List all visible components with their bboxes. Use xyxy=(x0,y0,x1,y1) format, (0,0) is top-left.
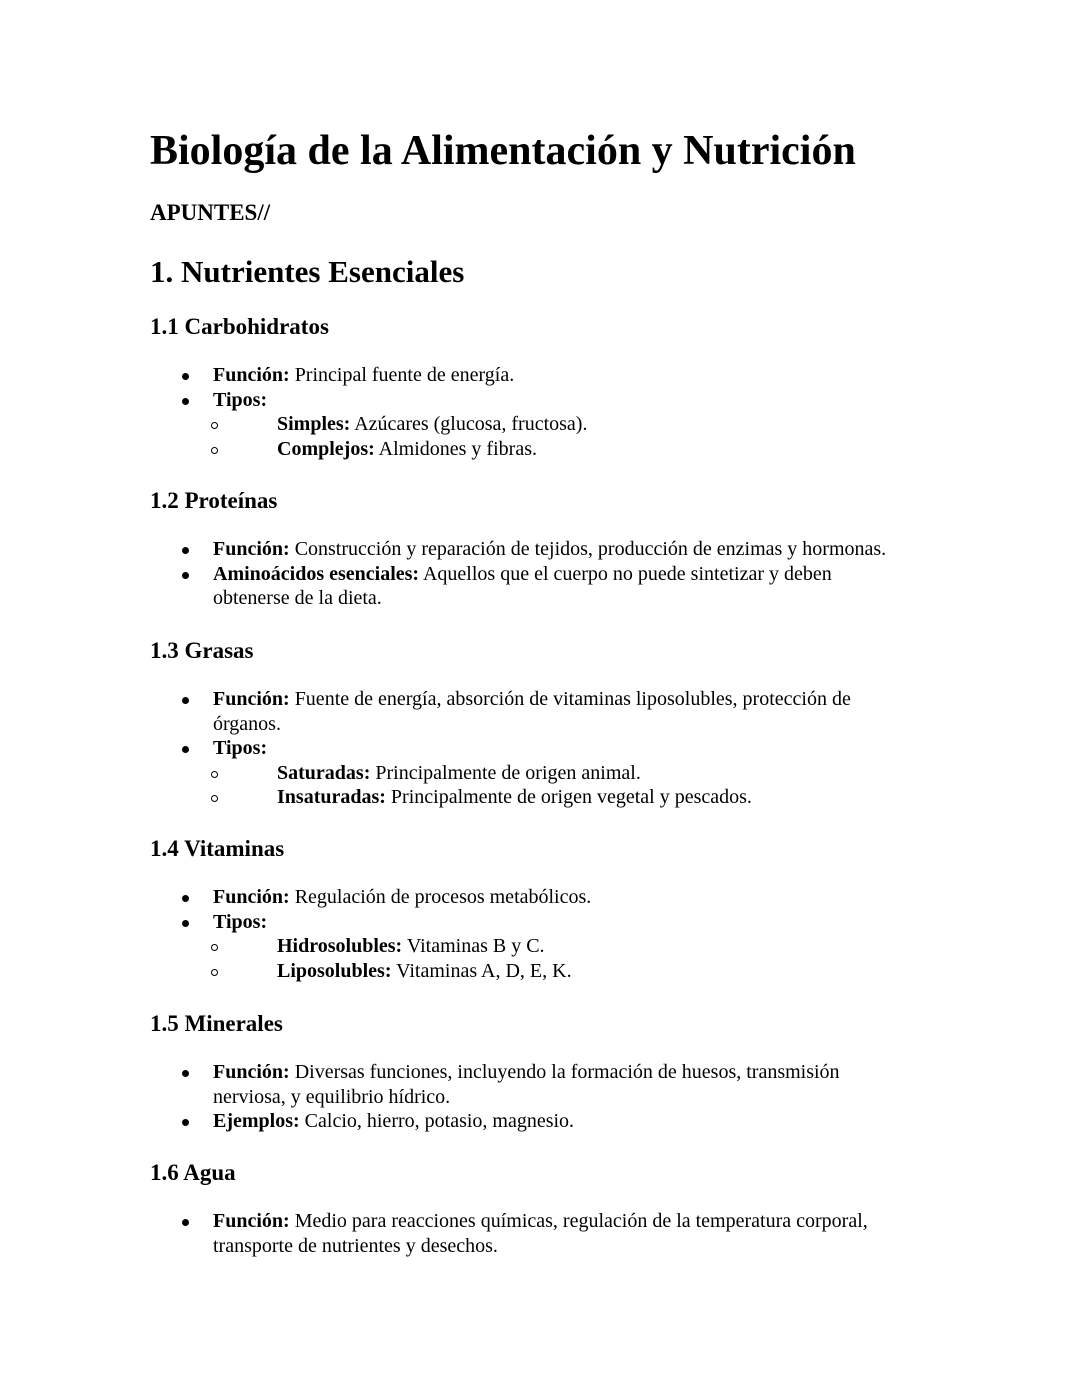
subsection-heading: 1.4 Vitaminas xyxy=(150,836,285,861)
item-label: Simples: xyxy=(277,413,351,435)
list-item xyxy=(150,1209,913,1258)
bullet-list xyxy=(150,537,950,611)
item-label: Función: xyxy=(213,1061,290,1083)
item-text: Azúcares (glucosa, fructosa). xyxy=(350,413,588,435)
item-text: Principalmente de origen vegetal y pescados. xyxy=(385,786,752,808)
sub-list xyxy=(213,412,933,461)
subsection-grasas xyxy=(150,637,950,810)
subsection-vitaminas xyxy=(150,835,950,983)
item-text: Vitaminas A, D, E, K. xyxy=(391,959,572,982)
item-label: Tipos: xyxy=(213,910,268,933)
subsection-heading: 1.5 Minerales xyxy=(150,1011,283,1036)
sub-list-item xyxy=(213,934,933,959)
bullet-list xyxy=(150,1209,950,1258)
item-label: Insaturadas: xyxy=(277,786,386,808)
item-label: Hidrosolubles: xyxy=(277,935,403,957)
item-text: Principal fuente de energía. xyxy=(289,364,515,386)
item-label: Tipos: xyxy=(213,388,268,411)
item-label: Función: xyxy=(213,886,290,908)
list-item xyxy=(150,537,953,562)
item-text: Construcción y reparación de tejidos, producción de enzimas y hormonas. xyxy=(289,538,887,560)
item-label: Complejos: xyxy=(277,437,375,460)
item-text: Aquellos que el cuerpo no puede sintetizar y deben obtenerse de la dieta. xyxy=(213,562,832,609)
list-item xyxy=(150,562,883,611)
item-label: Ejemplos: xyxy=(213,1110,300,1132)
item-label: Saturadas: xyxy=(277,761,371,784)
item-text: Calcio, hierro, potasio, magnesio. xyxy=(299,1110,575,1132)
subsection-minerales xyxy=(150,1010,950,1134)
item-label: Liposolubles: xyxy=(277,959,392,982)
item-text: Almidones y fibras. xyxy=(374,437,537,460)
item-label: Aminoácidos esenciales: xyxy=(213,562,420,585)
subsection-heading: 1.2 Proteínas xyxy=(150,488,278,513)
list-item xyxy=(150,885,933,910)
list-item xyxy=(150,687,903,736)
sub-list-item xyxy=(213,412,933,437)
sub-list-item xyxy=(213,959,933,984)
document-title: Biología de la Alimentación y Nutrición xyxy=(150,128,856,174)
item-text: Fuente de energía, absorción de vitaminas liposolubles, protección de órganos. xyxy=(213,688,851,735)
sub-list-item xyxy=(213,761,933,786)
sub-list-item xyxy=(213,785,933,810)
item-text: Vitaminas B y C. xyxy=(402,935,545,957)
subsection-heading: 1.3 Grasas xyxy=(150,638,254,663)
list-item xyxy=(150,736,933,810)
subsection-heading: 1.1 Carbohidratos xyxy=(150,314,329,339)
bullet-list xyxy=(150,885,950,983)
list-item xyxy=(150,1109,933,1134)
sub-list xyxy=(213,761,933,810)
item-text: Diversas funciones, incluyendo la formación de huesos, transmisión nerviosa, y equilibrio hídrico. xyxy=(213,1061,840,1108)
subsection-agua xyxy=(150,1159,950,1258)
bullet-list xyxy=(150,363,950,461)
list-item xyxy=(150,388,933,462)
sub-list-item xyxy=(213,437,933,462)
sub-list xyxy=(213,934,933,983)
item-text: Medio para reacciones químicas, regulación de la temperatura corporal, transporte de nutrientes y desechos. xyxy=(213,1210,868,1257)
document-subtitle: APUNTES// xyxy=(150,200,271,225)
bullet-list xyxy=(150,687,950,810)
list-item xyxy=(150,1060,893,1109)
subsection-proteinas xyxy=(150,487,950,611)
item-text: Regulación de procesos metabólicos. xyxy=(289,886,592,908)
list-item xyxy=(150,910,933,984)
item-label: Función: xyxy=(213,1210,290,1232)
list-item xyxy=(150,363,933,388)
subsection-heading: 1.6 Agua xyxy=(150,1160,236,1185)
bullet-list xyxy=(150,1060,950,1134)
subsection-carbohidratos xyxy=(150,313,950,461)
item-label: Función: xyxy=(213,364,290,386)
item-label: Tipos: xyxy=(213,737,268,759)
item-label: Función: xyxy=(213,538,290,560)
item-text: Principalmente de origen animal. xyxy=(370,761,641,784)
item-label: Función: xyxy=(213,688,290,710)
section-title: 1. Nutrientes Esenciales xyxy=(150,254,465,289)
